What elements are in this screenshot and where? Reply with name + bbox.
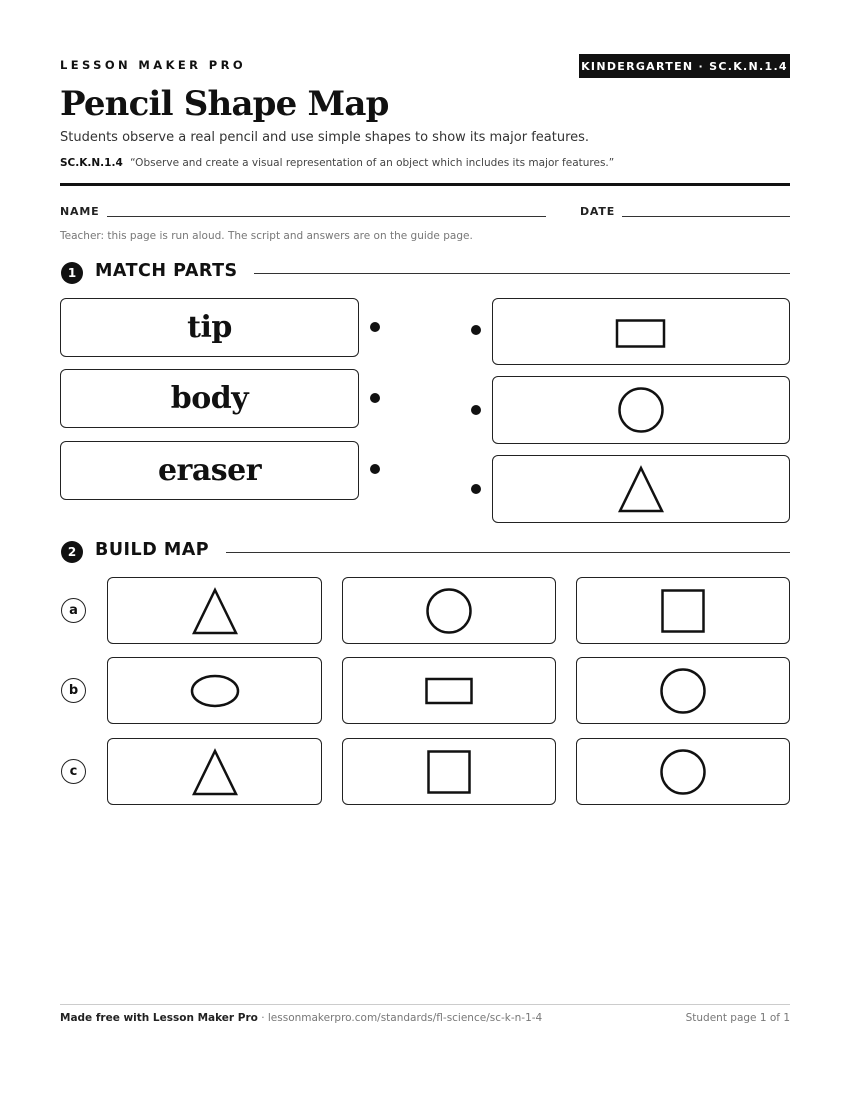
section-1-number: 1 [61,262,83,284]
footer-made-by: Made free with Lesson Maker Pro [60,1012,258,1024]
page-title: Pencil Shape Map [60,84,389,124]
circle-icon [419,583,479,639]
word-card-body [60,369,359,428]
row-letter-b: b [61,678,86,703]
word-card-label: body [170,381,249,416]
build-card-c3[interactable] [576,738,790,805]
match-dot-left-tip[interactable] [370,322,380,332]
triangle-icon [611,461,671,517]
rectangle-icon [419,663,479,719]
word-card-eraser [60,441,359,500]
standard-text: “Observe and create a visual representation of an object which includes its major features.” [130,157,615,169]
match-dot-left-body[interactable] [370,393,380,403]
build-card-a1[interactable] [107,577,322,644]
name-label: NAME [60,205,100,218]
build-card-a3[interactable] [576,577,790,644]
match-dot-right-triangle[interactable] [471,484,481,494]
section-1-title: MATCH PARTS [95,261,238,281]
page-subtitle: Students observe a real pencil and use simple shapes to show its major features. [60,130,590,145]
square-icon [419,744,479,800]
rectangle-icon [611,312,671,352]
oval-icon [185,663,245,719]
build-card-c2[interactable] [342,738,556,805]
row-letter-c: c [61,759,86,784]
square-icon [653,583,713,639]
section-2-rule [226,552,790,553]
build-card-a2[interactable] [342,577,556,644]
build-card-b3[interactable] [576,657,790,724]
date-field[interactable] [622,216,790,217]
footer-divider [60,1004,790,1005]
date-label: DATE [580,205,616,218]
shape-card-triangle [492,455,790,523]
word-card-tip [60,298,359,357]
shape-card-rectangle [492,298,790,365]
shape-card-circle [492,376,790,444]
standard-code: SC.K.N.1.4 [60,157,123,169]
footer-credit [60,1012,542,1024]
grade-badge: KINDERGARTEN · SC.K.N.1.4 [579,54,790,78]
word-card-label: tip [187,310,232,345]
circle-icon [653,744,713,800]
section-1-rule [254,273,790,274]
footer-page-number: Student page 1 of 1 [685,1012,790,1024]
circle-icon [611,382,671,438]
match-dot-right-rectangle[interactable] [471,325,481,335]
triangle-icon [185,744,245,800]
match-dot-left-eraser[interactable] [370,464,380,474]
standard-line [60,157,614,169]
footer-link[interactable]: · lessonmakerpro.com/standards/fl-science/sc-k-n-1-4 [257,1012,543,1024]
section-2-title: BUILD MAP [95,540,210,560]
circle-icon [653,663,713,719]
section-2-number: 2 [61,541,83,563]
build-card-b2[interactable] [342,657,556,724]
build-card-c1[interactable] [107,738,322,805]
name-field[interactable] [107,216,546,217]
word-card-label: eraser [157,453,262,488]
teacher-note: Teacher: this page is run aloud. The script and answers are on the guide page. [60,230,473,242]
build-card-b1[interactable] [107,657,322,724]
match-dot-right-circle[interactable] [471,405,481,415]
triangle-icon [185,583,245,639]
row-letter-a: a [61,598,86,623]
brand-name: LESSON MAKER PRO [60,58,247,72]
header-divider [60,183,790,186]
